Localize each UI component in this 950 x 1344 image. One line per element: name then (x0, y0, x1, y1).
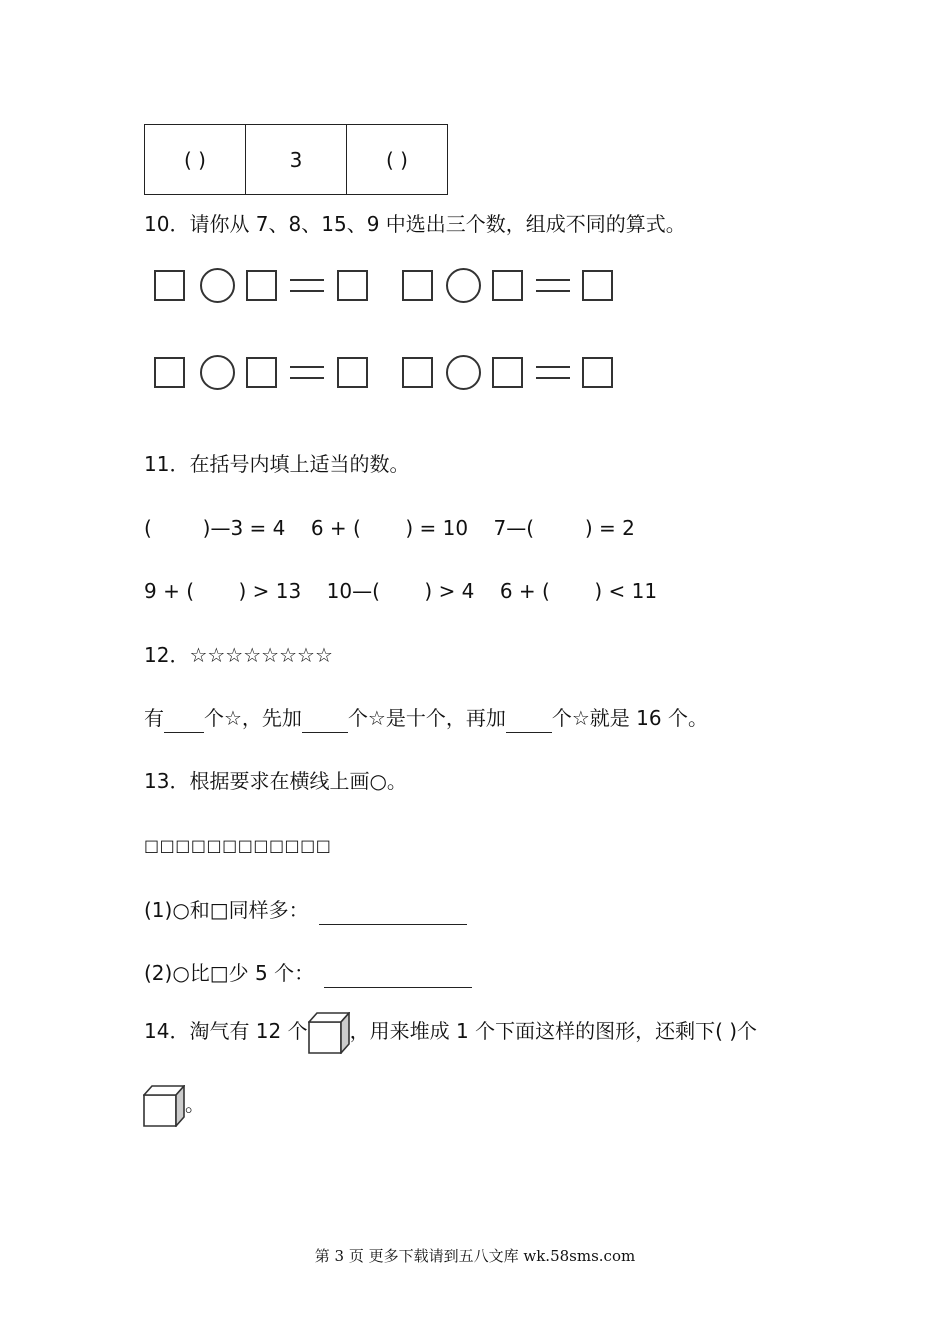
square-blank (582, 357, 613, 388)
blank-line (302, 704, 348, 733)
q13-title: 13．根据要求在横线上画○。 (144, 769, 407, 793)
q14-line-2 (143, 1082, 205, 1126)
table-cell-1: ( ) (145, 125, 246, 195)
q11-row-1: ( )—3 = 4 6 + ( ) = 10 7—( ) = 2 (144, 516, 635, 540)
equals-sign (536, 366, 570, 379)
square-blank (492, 270, 523, 301)
cube-icon (308, 1012, 350, 1054)
q11-title: 11．在括号内填上适当的数。 (144, 452, 410, 476)
q14-line-1 (144, 1007, 757, 1055)
answer-table (144, 124, 448, 195)
q13-sub-2 (144, 959, 472, 988)
q13-sub-1 (144, 896, 467, 925)
square-blank (492, 357, 523, 388)
square-blank (402, 270, 433, 301)
page-footer: 第 3 页 更多下载请到五八文库 wk.58sms.com (314, 1247, 636, 1265)
equals-sign (290, 279, 324, 292)
table-cell-2: 3 (246, 125, 347, 195)
equals-sign (536, 279, 570, 292)
q10-text: 10．请你从 7、8、15、9 中选出三个数，组成不同的算式。 (144, 212, 686, 236)
q12-sentence (144, 704, 708, 733)
q11-row-2: 9 + ( ) > 13 10—( ) > 4 6 + ( ) < 11 (144, 579, 658, 603)
blank-line (164, 704, 204, 733)
answer-line (324, 959, 472, 988)
square-blank (246, 270, 277, 301)
operator-circle (446, 268, 481, 303)
equation-row-1 (154, 268, 624, 304)
table-cell-3: ( ) (347, 125, 448, 195)
q12-part-4: 个☆就是 16 个。 (551, 706, 708, 730)
q13-sub-1-label: (1)○和□同样多： (144, 898, 309, 922)
cube-icon (143, 1085, 185, 1127)
square-blank (402, 357, 433, 388)
q13-sub-2-label: (2)○比□少 5 个： (144, 961, 315, 985)
equation-row-2 (154, 355, 624, 391)
square-blank (582, 270, 613, 301)
answer-line (319, 896, 467, 925)
operator-circle (200, 268, 235, 303)
square-blank (154, 357, 185, 388)
equals-sign (290, 366, 324, 379)
operator-circle (200, 355, 235, 390)
q14-part-2: ，用来堆成 1 个下面这样的图形，还剩下( )个 (349, 1019, 758, 1043)
q14-part-1: 14．淘气有 12 个 (144, 1019, 308, 1043)
square-blank (337, 357, 368, 388)
q14-part-3: 。 (185, 1092, 205, 1116)
operator-circle (446, 355, 481, 390)
square-blank (154, 270, 185, 301)
q12-part-1: 有 (144, 706, 164, 730)
square-blank (337, 270, 368, 301)
square-blank (246, 357, 277, 388)
q13-squares: □□□□□□□□□□□□ (144, 836, 332, 855)
blank-line (506, 704, 552, 733)
q12-part-2: 个☆，先加 (204, 706, 302, 730)
q12-title: 12．☆☆☆☆☆☆☆☆ (144, 643, 333, 667)
q12-part-3: 个☆是十个，再加 (347, 706, 506, 730)
